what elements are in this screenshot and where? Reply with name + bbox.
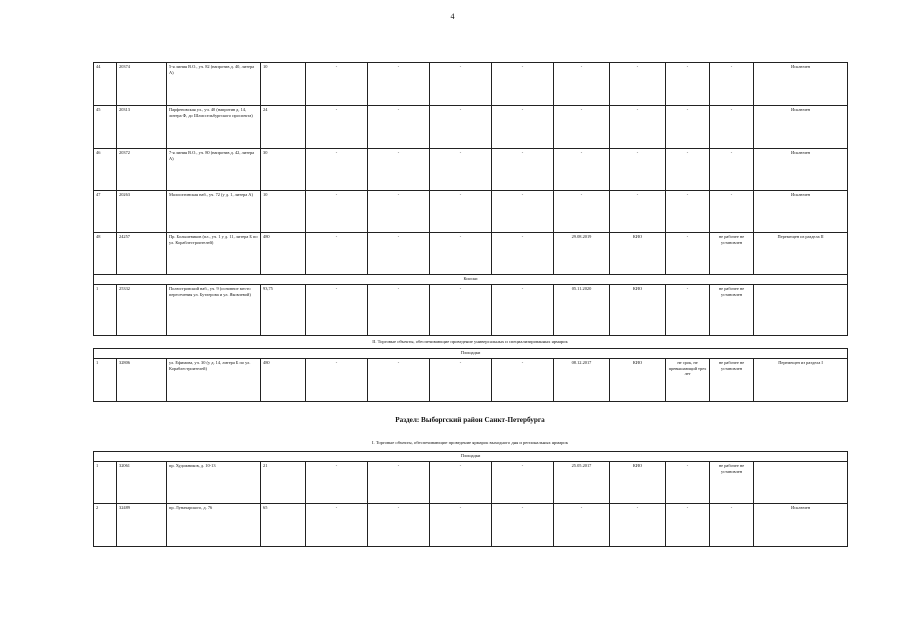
cell-id: 32489 — [117, 504, 167, 547]
district-heading: Раздел: Выборгский район Санкт-Петербурга — [395, 416, 545, 424]
cell-mode: не рабочее не установлен — [710, 233, 754, 275]
cell-value: - — [430, 63, 492, 106]
cell-org: - — [610, 504, 666, 547]
table-section-ii — [93, 348, 848, 402]
cell-id: 32806 — [117, 359, 167, 402]
cell-value: - — [368, 191, 430, 233]
cell-note: Перемещен из раздела II — [754, 233, 848, 275]
cell-area: 21 — [261, 462, 306, 504]
cell-value: - — [492, 359, 554, 402]
cell-id: 32061 — [117, 462, 167, 504]
group-label: Площадки — [94, 349, 848, 359]
cell-org: - — [610, 63, 666, 106]
cell-id: 24257 — [117, 233, 167, 275]
cell-id: 20263 — [117, 191, 167, 233]
cell-number: 1 — [94, 462, 117, 504]
table-row — [94, 285, 848, 336]
cell-address: пр. Художников, д. 10-13 — [167, 462, 261, 504]
cell-value: - — [492, 462, 554, 504]
cell-address: 5-я линия В.О., уч. 82 (напротив д. 40, литера А) — [167, 63, 261, 106]
cell-date: 05.11.2020 — [554, 285, 610, 336]
cell-value: - — [368, 504, 430, 547]
cell-mode: не рабочее не установлен — [710, 285, 754, 336]
cell-number: 47 — [94, 191, 117, 233]
cell-area: 480 — [261, 359, 306, 402]
cell-area: 30 — [261, 149, 306, 191]
cell-value: - — [492, 63, 554, 106]
cell-number: 48 — [94, 233, 117, 275]
cell-value: - — [306, 285, 368, 336]
cell-org: - — [610, 191, 666, 233]
cell-term: - — [666, 462, 710, 504]
cell-note: Исключен — [754, 63, 848, 106]
cell-value: - — [430, 359, 492, 402]
cell-value: - — [368, 106, 430, 149]
cell-address: Пр. Большевиков (пл., уч. 1 у д. 11, литера Б по ул. Кораблестроителей) — [167, 233, 261, 275]
cell-address: ул. Ефимова, уч. 30 (у д. 14, литера Б по ул. Кораблестроителей) — [167, 359, 261, 402]
cell-number: 46 — [94, 149, 117, 191]
cell-note: Перемещен из раздела I — [754, 359, 848, 402]
cell-value: - — [430, 149, 492, 191]
cell-id: 20372 — [117, 149, 167, 191]
cell-mode: - — [710, 504, 754, 547]
cell-address: Малоохтинская наб., уч. 72 (у д. 1, литера А) — [167, 191, 261, 233]
cell-address: пр. Луначарского, д. 76 — [167, 504, 261, 547]
cell-org: КИО — [610, 359, 666, 402]
cell-mode: - — [710, 106, 754, 149]
cell-date: 25.05.2017 — [554, 462, 610, 504]
cell-value: - — [306, 191, 368, 233]
table-row — [94, 233, 848, 275]
cell-area: 10 — [261, 63, 306, 106]
cell-area: 93,75 — [261, 285, 306, 336]
cell-value: - — [368, 63, 430, 106]
cell-date: - — [554, 504, 610, 547]
cell-value: - — [306, 359, 368, 402]
section-i-caption: I. Торговые объекты, обеспечивающие проведение ярмарок выходного дня и региональных ярмарок — [372, 440, 568, 445]
cell-value: - — [430, 504, 492, 547]
table-row — [94, 63, 848, 106]
table-row — [94, 149, 848, 191]
section-ii-caption: II. Торговые объекты, обеспечивающие проведение универсальных и специализированных ярмарок — [372, 339, 568, 344]
group-label: Площадки — [94, 452, 848, 462]
cell-term: - — [666, 285, 710, 336]
cell-mode: не рабочее не установлен — [710, 359, 754, 402]
group-row-sites — [94, 452, 848, 462]
cell-date: - — [554, 63, 610, 106]
table-row — [94, 191, 848, 233]
cell-term: - — [666, 233, 710, 275]
cell-note — [754, 285, 848, 336]
cell-number: 2 — [94, 504, 117, 547]
cell-mode: не рабочее не установлен — [710, 462, 754, 504]
cell-number: 45 — [94, 106, 117, 149]
cell-note — [754, 462, 848, 504]
cell-value: - — [492, 285, 554, 336]
cell-value: - — [492, 233, 554, 275]
cell-value: - — [492, 191, 554, 233]
cell-value: - — [306, 63, 368, 106]
cell-id: 20313 — [117, 106, 167, 149]
cell-date: - — [554, 149, 610, 191]
table-row — [94, 462, 848, 504]
cell-note: Исключен — [754, 106, 848, 149]
table-row — [94, 359, 848, 402]
cell-number: 1 — [94, 285, 117, 336]
cell-value: - — [430, 106, 492, 149]
cell-mode: - — [710, 149, 754, 191]
cell-value: - — [306, 462, 368, 504]
cell-mode: - — [710, 63, 754, 106]
cell-org: - — [610, 106, 666, 149]
cell-value: - — [368, 359, 430, 402]
cell-value: - — [492, 149, 554, 191]
cell-id: 20374 — [117, 63, 167, 106]
cell-term: не срок, не превышающий трех лет — [666, 359, 710, 402]
cell-area: 24 — [261, 106, 306, 149]
table-body-section-ii — [94, 349, 848, 402]
table-row — [94, 106, 848, 149]
page-number: 4 — [450, 12, 455, 21]
cell-mode: - — [710, 191, 754, 233]
cell-value: - — [492, 106, 554, 149]
cell-date: - — [554, 106, 610, 149]
group-row-kiosks — [94, 275, 848, 285]
cell-note: Исключен — [754, 191, 848, 233]
cell-value: - — [492, 504, 554, 547]
cell-org: - — [610, 149, 666, 191]
cell-term: - — [666, 63, 710, 106]
cell-date: - — [554, 191, 610, 233]
cell-value: - — [368, 233, 430, 275]
cell-org: КИО — [610, 285, 666, 336]
cell-value: - — [368, 149, 430, 191]
cell-number: 1 — [94, 359, 117, 402]
cell-date: 29.08.2019 — [554, 233, 610, 275]
cell-value: - — [430, 462, 492, 504]
cell-area: 10 — [261, 191, 306, 233]
cell-address: Полюстровский наб., уч. 9 (основное место пересечения ул. Бутлерова и ул. Яковлевой) — [167, 285, 261, 336]
cell-area: 65 — [261, 504, 306, 547]
cell-value: - — [430, 191, 492, 233]
table-body-district-2 — [94, 452, 848, 547]
table-district-2 — [93, 451, 848, 547]
cell-value: - — [306, 504, 368, 547]
cell-value: - — [430, 285, 492, 336]
cell-term: - — [666, 504, 710, 547]
cell-value: - — [430, 233, 492, 275]
cell-date: 08.12.2017 — [554, 359, 610, 402]
cell-address: 7-я линия В.О., уч. 80 (напротив д. 42, литера А) — [167, 149, 261, 191]
cell-value: - — [368, 462, 430, 504]
table-body-main — [94, 63, 848, 336]
cell-term: - — [666, 191, 710, 233]
cell-term: - — [666, 106, 710, 149]
cell-value: - — [306, 149, 368, 191]
cell-value: - — [306, 106, 368, 149]
group-row-sites — [94, 349, 848, 359]
cell-note: Исключен — [754, 149, 848, 191]
cell-address: Парфеновская ул., уч. 40 (напротив д. 14, литера Ф, до Шлиссельбургского проспекта) — [167, 106, 261, 149]
cell-org: КИО — [610, 462, 666, 504]
cell-number: 44 — [94, 63, 117, 106]
cell-note: Исключен — [754, 504, 848, 547]
cell-term: - — [666, 149, 710, 191]
group-label: Киоски — [94, 275, 848, 285]
cell-value: - — [306, 233, 368, 275]
cell-area: 480 — [261, 233, 306, 275]
table-row — [94, 504, 848, 547]
cell-value: - — [368, 285, 430, 336]
cell-org: КИО — [610, 233, 666, 275]
cell-id: 25332 — [117, 285, 167, 336]
table-district-1 — [93, 62, 848, 336]
